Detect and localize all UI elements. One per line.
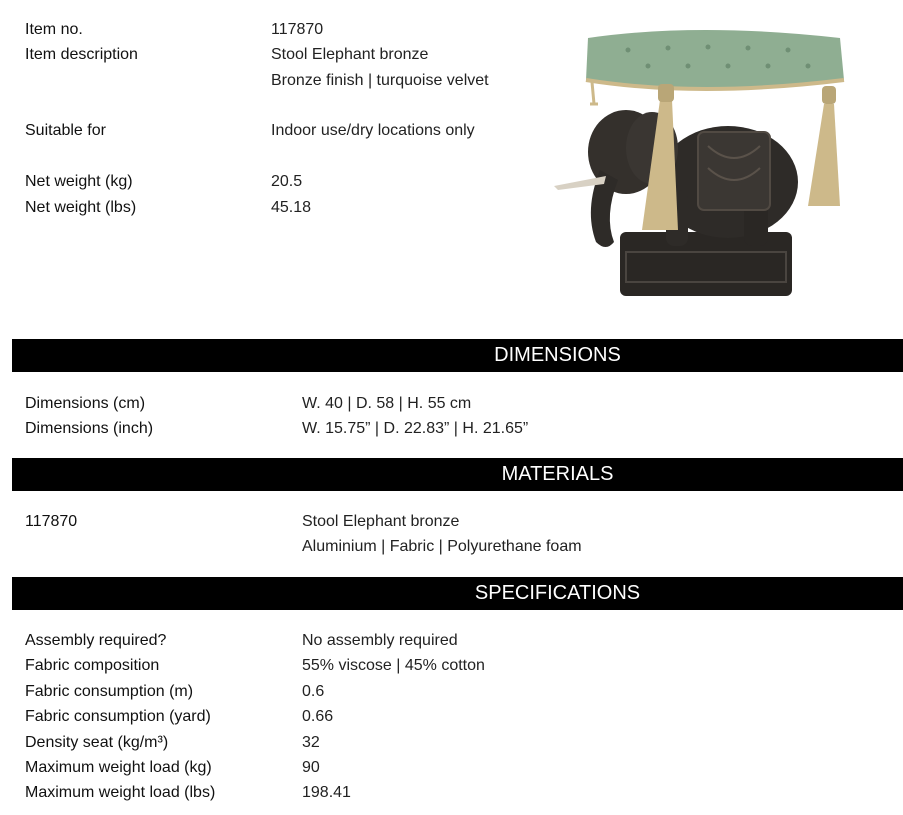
specifications-title: SPECIFICATIONS (474, 582, 641, 604)
net-weight-lbs-value: 45.18 (271, 199, 312, 216)
saddle-cloth (698, 132, 770, 210)
net-weight-lbs-label: Net weight (lbs) (25, 199, 137, 216)
product-image (548, 20, 848, 300)
materials-row (25, 509, 893, 534)
spec-label: Density seat (kg/m³) (25, 734, 169, 751)
suitable-for-value: Indoor use/dry locations only (271, 122, 475, 139)
spec-value: No assembly required (302, 632, 458, 649)
spec-label: Maximum weight load (kg) (25, 759, 212, 776)
item-no-label: Item no. (25, 21, 83, 38)
item-description-label: Item description (25, 46, 138, 63)
materials-row-2 (25, 534, 893, 559)
spec-label: Fabric consumption (yard) (25, 708, 211, 725)
materials-title: MATERIALS (501, 463, 614, 485)
dimensions-title: DIMENSIONS (494, 344, 621, 366)
spec-row (25, 704, 893, 729)
spec-row (25, 653, 893, 678)
materials-line2: Aluminium | Fabric | Polyurethane foam (302, 538, 582, 555)
side-tassel (590, 82, 598, 104)
spec-row (25, 730, 893, 755)
materials-line1: Stool Elephant bronze (302, 513, 460, 530)
materials-header (12, 458, 903, 491)
spec-value: 90 (302, 759, 320, 776)
dimensions-cm-row (25, 391, 893, 416)
dimensions-cm-label: Dimensions (cm) (25, 395, 146, 412)
item-no-value: 117870 (271, 21, 324, 38)
materials-code: 117870 (25, 513, 78, 530)
dimensions-cm-value: W. 40 | D. 58 | H. 55 cm (302, 395, 472, 412)
spec-label: Fabric consumption (m) (25, 683, 194, 700)
specifications-header (12, 577, 903, 610)
net-weight-kg-value: 20.5 (271, 173, 303, 190)
rear-tassel (808, 104, 840, 206)
front-tassel-knot (658, 84, 674, 102)
spec-value: 0.6 (302, 683, 325, 700)
item-description-line1: Stool Elephant bronze (271, 46, 429, 63)
spec-row (25, 780, 893, 805)
spec-label: Assembly required? (25, 632, 167, 649)
spec-row (25, 679, 893, 704)
velvet-cushion (586, 30, 844, 89)
spec-value: 0.66 (302, 708, 334, 725)
item-description-line2: Bronze finish | turquoise velvet (271, 72, 489, 89)
spec-value: 55% viscose | 45% cotton (302, 657, 485, 674)
spec-label: Maximum weight load (lbs) (25, 784, 216, 801)
dimensions-header (12, 339, 903, 372)
spec-row (25, 755, 893, 780)
net-weight-kg-label: Net weight (kg) (25, 173, 133, 190)
spec-value: 32 (302, 734, 320, 751)
dimensions-inch-value: W. 15.75” | D. 22.83” | H. 21.65” (302, 420, 529, 437)
spec-value: 198.41 (302, 784, 351, 801)
rear-tassel-knot (822, 86, 836, 104)
spec-row (25, 628, 893, 653)
spec-label: Fabric composition (25, 657, 160, 674)
dimensions-inch-row (25, 416, 893, 441)
dimensions-inch-label: Dimensions (inch) (25, 420, 154, 437)
suitable-for-label: Suitable for (25, 122, 106, 139)
